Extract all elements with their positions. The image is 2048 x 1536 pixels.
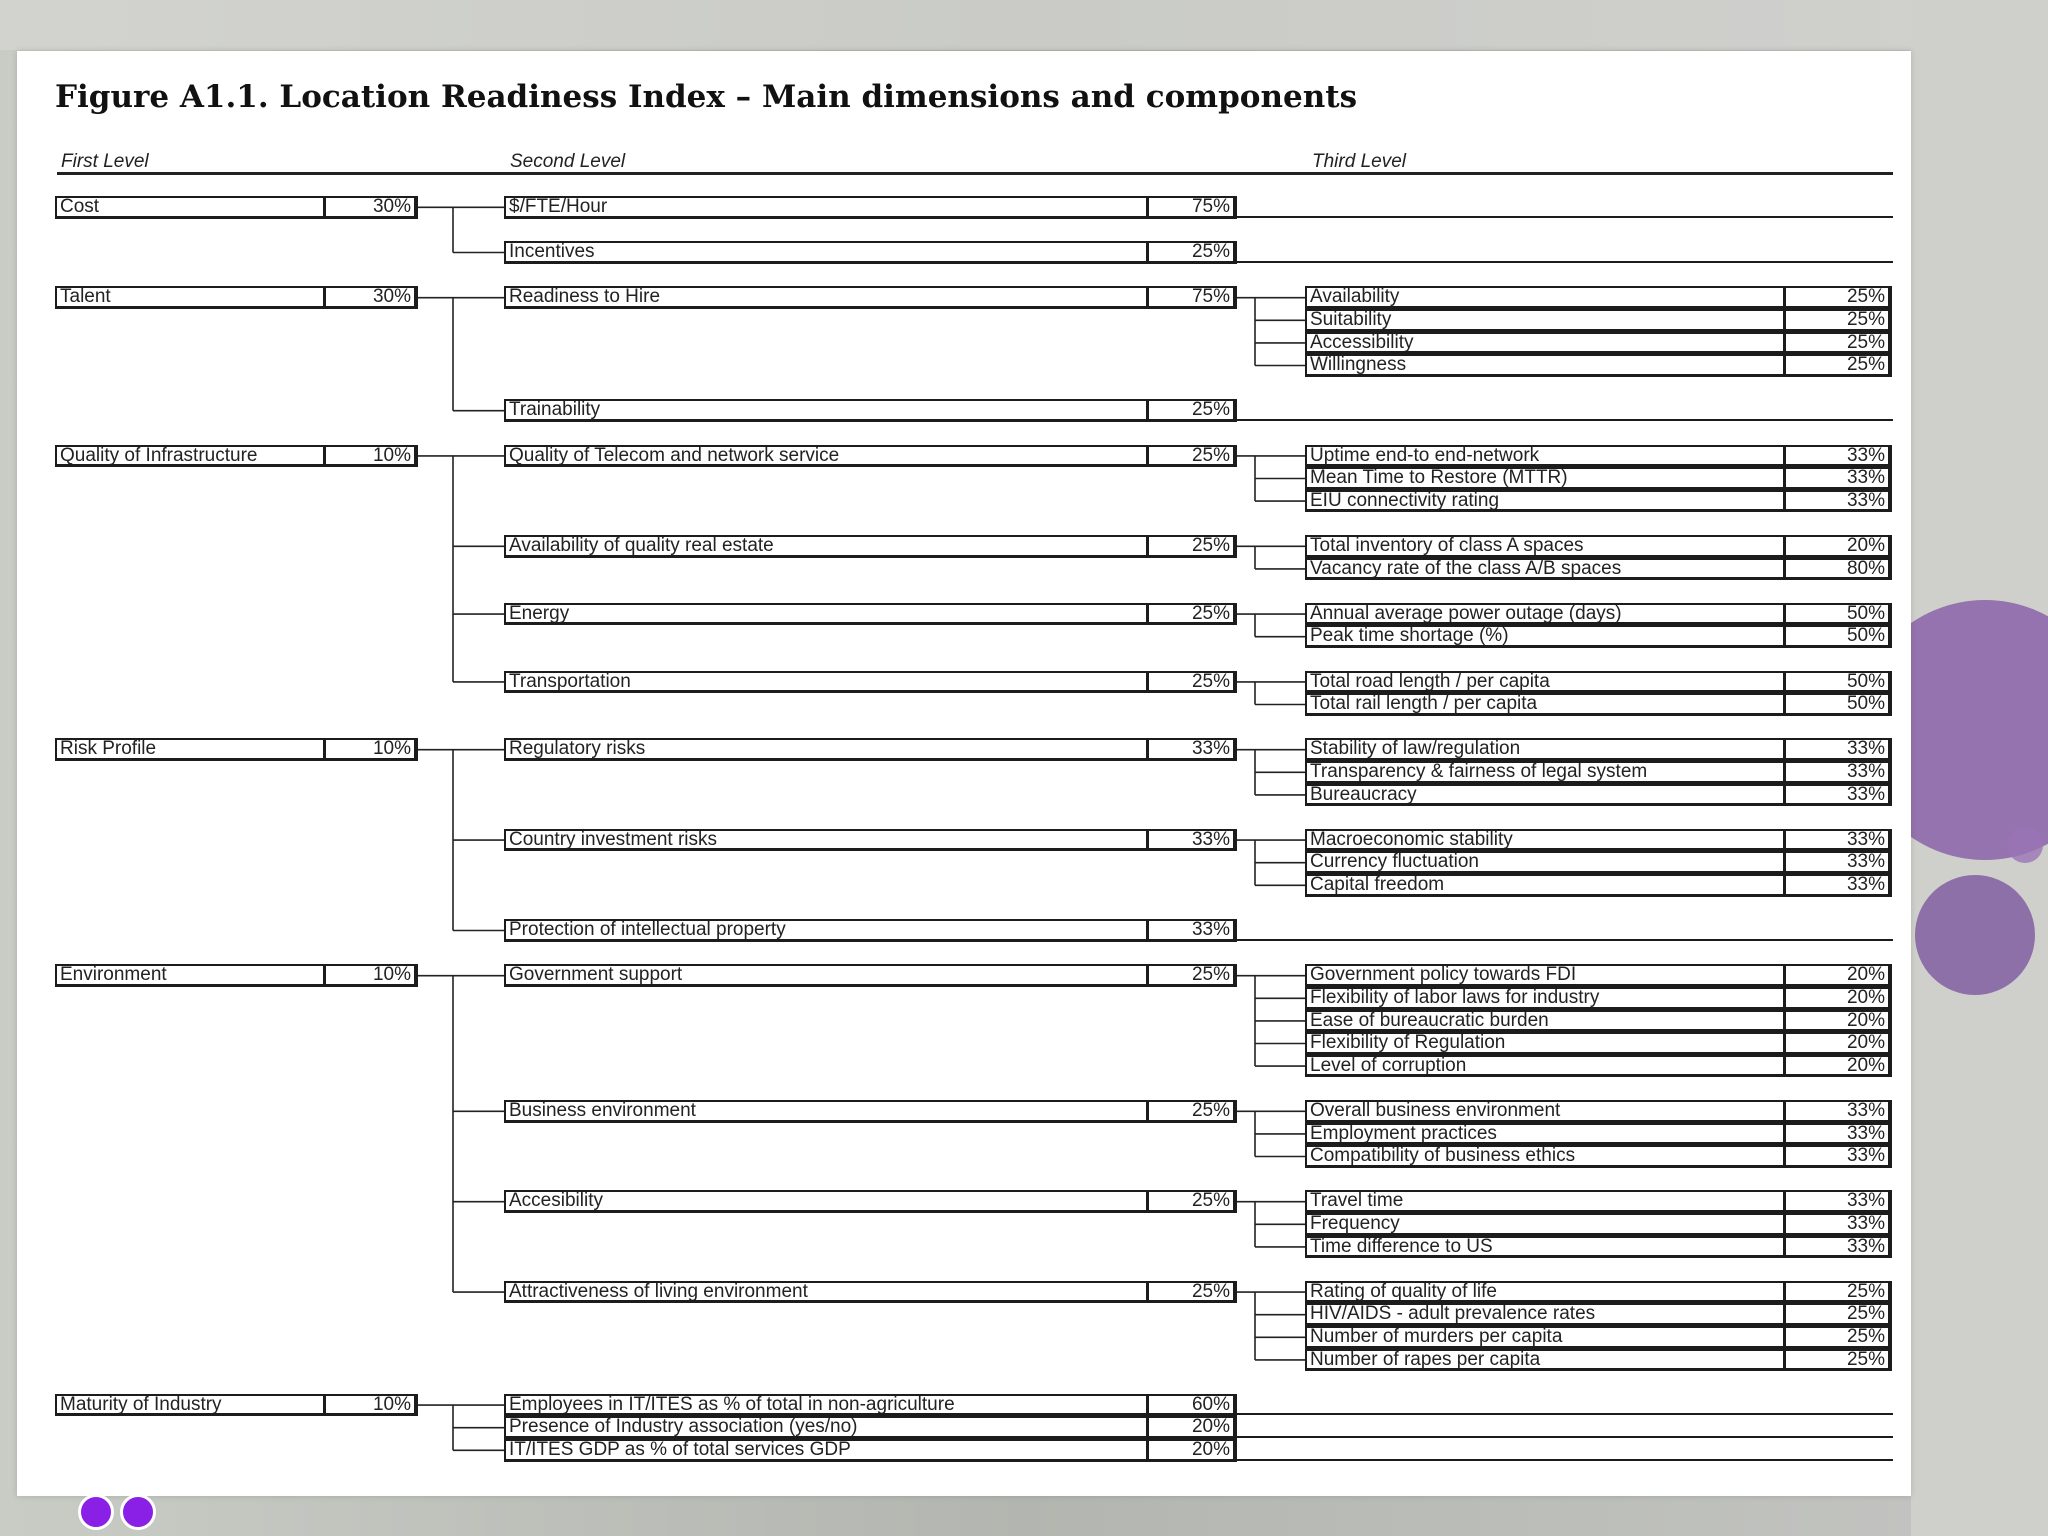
indicator-weight: 33%: [1846, 851, 1885, 873]
indicator-weight: 25%: [1846, 354, 1885, 376]
indicator-weight: 25%: [1846, 309, 1885, 330]
indicator-overall-business-environment: [1305, 1100, 1892, 1123]
indicator-compatibility-of-business-ethics: [1305, 1145, 1892, 1168]
row-rule: [1237, 261, 1893, 263]
indicator-weight: 25%: [1846, 331, 1885, 353]
indicator-weight: 33%: [1846, 1122, 1885, 1144]
indicator-travel-time: [1305, 1190, 1892, 1213]
component-label: Protection of intellectual property: [509, 919, 786, 941]
cell-divider: [1783, 286, 1786, 309]
dimension-label: Cost: [60, 196, 100, 217]
indicator-eiu-connectivity-rating: [1305, 490, 1892, 513]
purple-orb-tiny: [2007, 827, 2043, 863]
component-weight: 33%: [1191, 828, 1230, 850]
component-label: Country investment risks: [509, 828, 718, 850]
indicator-label: Total rail length / per capita: [1310, 693, 1538, 715]
component-presence-of-industry-association-yes-no: [504, 1416, 1237, 1439]
cell-divider: [1146, 919, 1149, 942]
indicator-weight: 33%: [1846, 738, 1885, 760]
cell-divider: [1146, 241, 1149, 264]
indicator-weight: 33%: [1846, 1213, 1885, 1234]
indicator-weight: 50%: [1846, 670, 1885, 692]
cell-divider: [1146, 1439, 1149, 1462]
cell-divider: [323, 1394, 326, 1417]
indicator-ease-of-bureaucratic-burden: [1305, 1010, 1892, 1033]
indicator-label: Overall business environment: [1310, 1100, 1561, 1121]
dimension-weight: 10%: [372, 1393, 411, 1415]
cell-divider: [1783, 1303, 1786, 1326]
indicator-flexibility-of-labor-laws-for-industry: [1305, 987, 1892, 1010]
row-rule: [1237, 1436, 1893, 1438]
component-label: $/FTE/Hour: [509, 196, 608, 217]
cell-divider: [1783, 1145, 1786, 1168]
component-weight: 33%: [1191, 919, 1230, 941]
indicator-label: Willingness: [1310, 354, 1407, 376]
cell-divider: [1146, 1394, 1149, 1417]
cell-divider: [1783, 987, 1786, 1010]
component-label: Trainability: [509, 399, 601, 421]
cell-divider: [1146, 399, 1149, 422]
component-label: Energy: [509, 602, 570, 624]
indicator-total-rail-length-per-capita: [1305, 693, 1892, 716]
indicator-weight: 20%: [1846, 987, 1885, 1008]
cell-divider: [323, 286, 326, 309]
cell-divider: [1146, 603, 1149, 626]
dimension-risk-profile: [55, 738, 418, 761]
indicator-number-of-murders-per-capita: [1305, 1326, 1892, 1349]
cell-divider: [1146, 535, 1149, 558]
indicator-label: Transparency & fairness of legal system: [1310, 761, 1648, 782]
cell-divider: [1783, 445, 1786, 468]
indicator-weight: 25%: [1846, 286, 1885, 308]
component-weight: 60%: [1191, 1393, 1230, 1415]
indicator-label: Annual average power outage (days): [1310, 602, 1622, 624]
cell-divider: [1783, 671, 1786, 694]
indicator-employment-practices: [1305, 1123, 1892, 1146]
indicator-weight: 50%: [1846, 602, 1885, 624]
cell-divider: [1783, 1349, 1786, 1372]
indicator-label: EIU connectivity rating: [1310, 489, 1500, 511]
indicator-label: Compatibility of business ethics: [1310, 1145, 1576, 1167]
component-label: Readiness to Hire: [509, 286, 661, 308]
row-rule: [1237, 419, 1893, 421]
indicator-label: Employment practices: [1310, 1122, 1497, 1144]
indicator-label: Macroeconomic stability: [1310, 828, 1513, 850]
indicator-mean-time-to-restore-mttr: [1305, 467, 1892, 490]
indicator-willingness: [1305, 354, 1892, 377]
cell-divider: [1783, 1326, 1786, 1349]
cell-divider: [1783, 309, 1786, 332]
cell-divider: [1146, 829, 1149, 852]
component-weight: 25%: [1191, 1190, 1230, 1212]
indicator-capital-freedom: [1305, 874, 1892, 897]
cell-divider: [1783, 490, 1786, 513]
dimension-label: Risk Profile: [60, 738, 157, 760]
component-quality-of-telecom-and-network-service: [504, 445, 1237, 468]
indicator-label: Capital freedom: [1310, 874, 1445, 895]
nav-dot[interactable]: [120, 1494, 156, 1530]
component-country-investment-risks: [504, 829, 1237, 852]
cell-divider: [1783, 1123, 1786, 1146]
indicator-label: Flexibility of labor laws for industry: [1310, 987, 1600, 1008]
indicator-stability-of-law-regulation: [1305, 738, 1892, 761]
dimension-label: Quality of Infrastructure: [60, 444, 258, 466]
indicator-label: Bureaucracy: [1310, 783, 1417, 805]
indicator-weight: 33%: [1846, 761, 1885, 782]
component-government-support: [504, 964, 1237, 987]
component-business-environment: [504, 1100, 1237, 1123]
row-rule: [1237, 1459, 1893, 1461]
cell-divider: [1146, 671, 1149, 694]
cell-divider: [1783, 738, 1786, 761]
indicator-weight: 80%: [1846, 557, 1885, 579]
indicator-weight: 20%: [1846, 964, 1885, 986]
dimension-maturity-of-industry: [55, 1394, 418, 1417]
third-level-header: Third Level: [1312, 151, 1406, 172]
component-weight: 25%: [1191, 241, 1230, 263]
component-weight: 25%: [1191, 1100, 1230, 1121]
cell-divider: [1783, 784, 1786, 807]
indicator-vacancy-rate-of-the-class-a-b-spaces: [1305, 558, 1892, 581]
indicator-label: Government policy towards FDI: [1310, 964, 1577, 986]
component-weight: 20%: [1191, 1439, 1230, 1460]
component-incentives: [504, 241, 1237, 264]
cell-divider: [1783, 1190, 1786, 1213]
indicator-weight: 20%: [1846, 1054, 1885, 1076]
indicator-hiv-aids-adult-prevalence-rates: [1305, 1303, 1892, 1326]
cell-divider: [323, 964, 326, 987]
dimension-label: Talent: [60, 286, 111, 308]
indicator-label: Peak time shortage (%): [1310, 625, 1509, 647]
indicator-weight: 25%: [1846, 1303, 1885, 1325]
indicator-label: Total inventory of class A spaces: [1310, 535, 1584, 556]
indicator-weight: 25%: [1846, 1280, 1885, 1302]
cell-divider: [1783, 964, 1786, 987]
indicator-weight: 33%: [1846, 489, 1885, 511]
component-label: Transportation: [509, 670, 631, 692]
dimension-weight: 10%: [372, 964, 411, 986]
cell-divider: [1146, 1281, 1149, 1304]
cell-divider: [1146, 286, 1149, 309]
indicator-label: Stability of law/regulation: [1310, 738, 1521, 760]
nav-dot[interactable]: [78, 1494, 114, 1530]
component-label: Business environment: [509, 1100, 696, 1121]
indicator-label: Time difference to US: [1310, 1235, 1493, 1257]
component-weight: 25%: [1191, 602, 1230, 624]
indicator-label: Accessibility: [1310, 331, 1414, 353]
indicator-weight: 20%: [1846, 535, 1885, 556]
row-rule: [1237, 939, 1893, 941]
dimension-weight: 30%: [372, 286, 411, 308]
indicator-weight: 33%: [1846, 1235, 1885, 1257]
cell-divider: [1783, 693, 1786, 716]
component-fte-hour: [504, 196, 1237, 219]
component-regulatory-risks: [504, 738, 1237, 761]
component-it-ites-gdp-as-of-total-services-gdp: [504, 1439, 1237, 1462]
indicator-weight: 33%: [1846, 1190, 1885, 1212]
indicator-label: Suitability: [1310, 309, 1392, 330]
indicator-flexibility-of-regulation: [1305, 1032, 1892, 1055]
indicator-currency-fluctuation: [1305, 851, 1892, 874]
indicator-weight: 50%: [1846, 625, 1885, 647]
indicator-label: Currency fluctuation: [1310, 851, 1479, 873]
cell-divider: [323, 445, 326, 468]
indicator-suitability: [1305, 309, 1892, 332]
component-label: Presence of Industry association (yes/no): [509, 1416, 858, 1438]
indicator-frequency: [1305, 1213, 1892, 1236]
dimension-cost: [55, 196, 418, 219]
cell-divider: [1783, 829, 1786, 852]
cell-divider: [1783, 1055, 1786, 1078]
component-label: Accesibility: [509, 1190, 603, 1212]
indicator-weight: 33%: [1846, 828, 1885, 850]
cell-divider: [1146, 1190, 1149, 1213]
indicator-weight: 33%: [1846, 444, 1885, 466]
indicator-label: Total road length / per capita: [1310, 670, 1550, 692]
figure-title: Figure A1.1. Location Readiness Index – Main dimensions and components: [55, 79, 1358, 115]
indicator-label: Number of rapes per capita: [1310, 1348, 1541, 1370]
dimension-label: Environment: [60, 964, 167, 986]
indicator-weight: 20%: [1846, 1009, 1885, 1031]
component-weight: 25%: [1191, 399, 1230, 421]
purple-orb-small: [1915, 875, 2035, 995]
cell-divider: [323, 196, 326, 219]
component-label: IT/ITES GDP as % of total services GDP: [509, 1439, 851, 1460]
component-protection-of-intellectual-property: [504, 919, 1237, 942]
component-weight: 25%: [1191, 670, 1230, 692]
dimension-environment: [55, 964, 418, 987]
component-weight: 20%: [1191, 1416, 1230, 1438]
dimension-weight: 30%: [372, 196, 411, 217]
component-label: Availability of quality real estate: [509, 535, 774, 556]
indicator-label: Flexibility of Regulation: [1310, 1032, 1506, 1054]
component-label: Quality of Telecom and network service: [509, 444, 840, 466]
indicator-government-policy-towards-fdi: [1305, 964, 1892, 987]
indicator-weight: 33%: [1846, 783, 1885, 805]
first-level-header: First Level: [61, 151, 149, 172]
row-rule: [1237, 216, 1893, 218]
indicator-label: Vacancy rate of the class A/B spaces: [1310, 557, 1622, 579]
cell-divider: [1783, 1236, 1786, 1259]
indicator-bureaucracy: [1305, 784, 1892, 807]
component-readiness-to-hire: [504, 286, 1237, 309]
cell-divider: [1783, 332, 1786, 355]
indicator-time-difference-to-us: [1305, 1236, 1892, 1259]
indicator-label: Availability: [1310, 286, 1400, 308]
component-availability-of-quality-real-estate: [504, 535, 1237, 558]
cell-divider: [1146, 445, 1149, 468]
cell-divider: [1146, 196, 1149, 219]
cell-divider: [1783, 354, 1786, 377]
component-attractiveness-of-living-environment: [504, 1281, 1237, 1304]
component-weight: 25%: [1191, 535, 1230, 556]
figure-sheet: [17, 51, 1911, 1496]
indicator-label: Rating of quality of life: [1310, 1280, 1497, 1302]
indicator-weight: 20%: [1846, 1032, 1885, 1054]
indicator-accessibility: [1305, 332, 1892, 355]
component-weight: 33%: [1191, 738, 1230, 760]
dimension-talent: [55, 286, 418, 309]
indicator-weight: 33%: [1846, 1145, 1885, 1167]
indicator-weight: 25%: [1846, 1326, 1885, 1347]
indicator-annual-average-power-outage-days: [1305, 603, 1892, 626]
component-weight: 25%: [1191, 444, 1230, 466]
indicator-weight: 33%: [1846, 1100, 1885, 1121]
indicator-availability: [1305, 286, 1892, 309]
component-weight: 75%: [1191, 196, 1230, 217]
cell-divider: [1783, 603, 1786, 626]
indicator-label: Frequency: [1310, 1213, 1400, 1234]
indicator-rating-of-quality-of-life: [1305, 1281, 1892, 1304]
indicator-weight: 25%: [1846, 1348, 1885, 1370]
component-label: Regulatory risks: [509, 738, 646, 760]
cell-divider: [1146, 1100, 1149, 1123]
indicator-label: Mean Time to Restore (MTTR): [1310, 467, 1568, 489]
indicator-label: Level of corruption: [1310, 1054, 1467, 1076]
component-label: Attractiveness of living environment: [509, 1280, 808, 1302]
indicator-label: Uptime end-to end-network: [1310, 444, 1540, 466]
cell-divider: [1783, 1100, 1786, 1123]
indicator-weight: 33%: [1846, 874, 1885, 895]
indicator-peak-time-shortage: [1305, 625, 1892, 648]
cell-divider: [1783, 761, 1786, 784]
component-label: Government support: [509, 964, 683, 986]
component-trainability: [504, 399, 1237, 422]
indicator-label: HIV/AIDS - adult prevalence rates: [1310, 1303, 1596, 1325]
indicator-label: Number of murders per capita: [1310, 1326, 1563, 1347]
cell-divider: [1146, 738, 1149, 761]
second-level-header: Second Level: [510, 151, 626, 172]
indicator-weight: 50%: [1846, 693, 1885, 715]
cell-divider: [1783, 1010, 1786, 1033]
component-label: Employees in IT/ITES as % of total in non-agriculture: [509, 1393, 955, 1415]
indicator-total-road-length-per-capita: [1305, 671, 1892, 694]
cell-divider: [1146, 964, 1149, 987]
indicator-label: Ease of bureaucratic burden: [1310, 1009, 1549, 1031]
dimension-label: Maturity of Industry: [60, 1393, 222, 1415]
component-weight: 25%: [1191, 964, 1230, 986]
cell-divider: [1783, 851, 1786, 874]
indicator-uptime-end-to-end-network: [1305, 445, 1892, 468]
cell-divider: [1783, 535, 1786, 558]
indicator-macroeconomic-stability: [1305, 829, 1892, 852]
cell-divider: [1783, 558, 1786, 581]
component-transportation: [504, 671, 1237, 694]
cell-divider: [1783, 1281, 1786, 1304]
component-weight: 25%: [1191, 1280, 1230, 1302]
cell-divider: [1783, 1213, 1786, 1236]
dimension-quality-of-infrastructure: [55, 445, 418, 468]
indicator-label: Travel time: [1310, 1190, 1404, 1212]
indicator-total-inventory-of-class-a-spaces: [1305, 535, 1892, 558]
dimension-weight: 10%: [372, 738, 411, 760]
dimension-weight: 10%: [372, 444, 411, 466]
component-energy: [504, 603, 1237, 626]
cell-divider: [1146, 1416, 1149, 1439]
indicator-number-of-rapes-per-capita: [1305, 1349, 1892, 1372]
component-accesibility: [504, 1190, 1237, 1213]
indicator-level-of-corruption: [1305, 1055, 1892, 1078]
cell-divider: [1783, 1032, 1786, 1055]
cell-divider: [1783, 467, 1786, 490]
indicator-transparency-fairness-of-legal-system: [1305, 761, 1892, 784]
component-label: Incentives: [509, 241, 595, 263]
component-employees-in-it-ites-as-of-total-in-non-agriculture: [504, 1394, 1237, 1417]
cell-divider: [1783, 874, 1786, 897]
cell-divider: [1783, 625, 1786, 648]
indicator-weight: 33%: [1846, 467, 1885, 489]
component-weight: 75%: [1191, 286, 1230, 308]
row-rule: [1237, 1413, 1893, 1415]
cell-divider: [323, 738, 326, 761]
